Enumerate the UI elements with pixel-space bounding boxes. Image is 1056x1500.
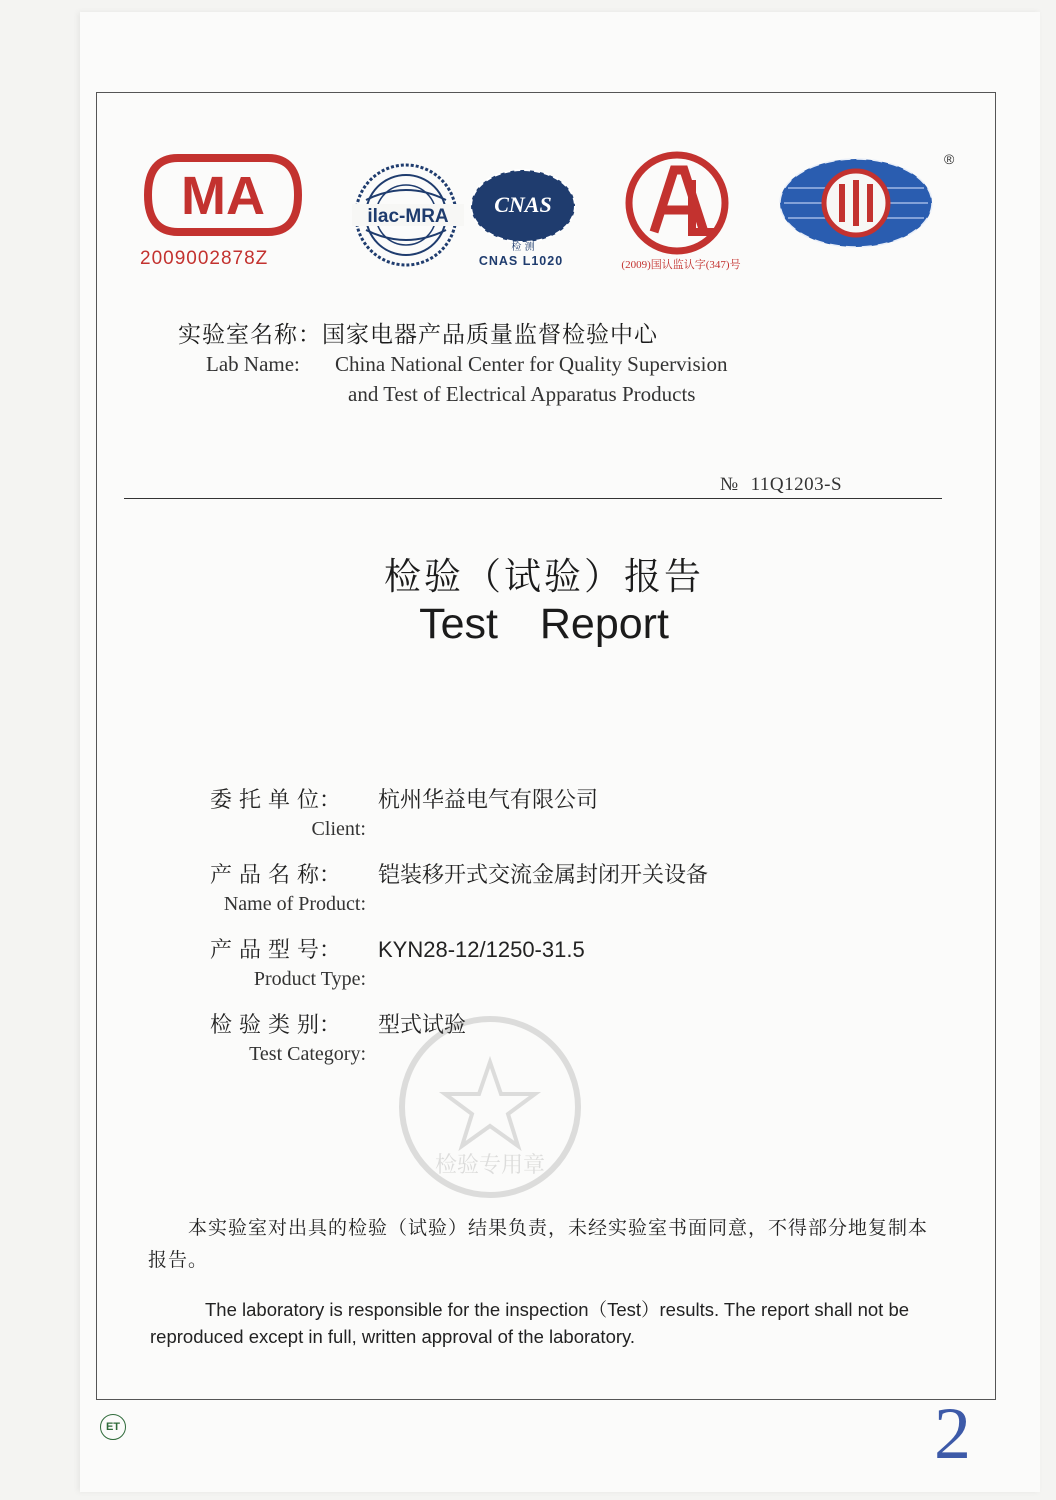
field-product-name-label: 产 品 名 称： bbox=[210, 863, 341, 888]
title-cn: 检验（试验）报告 bbox=[384, 555, 704, 598]
ilac-text: ilac-MRA bbox=[367, 206, 449, 227]
disclaimer-en: The laboratory is responsible for the inspection（Test）results. The report shall not be reproduced except in full, written approval of the laboratory. bbox=[150, 1299, 910, 1347]
ccc-quality-logo bbox=[778, 150, 958, 250]
number-symbol: № bbox=[720, 474, 739, 495]
lab-name-label-en: Lab Name: bbox=[206, 352, 300, 376]
cnas-number: CNAS L1020 bbox=[478, 254, 564, 268]
cma-text: MA bbox=[181, 166, 265, 226]
lab-name-cn: 实验室名称：国家电器产品质量监督检验中心 bbox=[178, 322, 658, 348]
lab-name-en-line2: and Test of Electrical Apparatus Products bbox=[348, 382, 696, 406]
et-mark-icon: ET bbox=[100, 1414, 126, 1440]
cnas-sub: 检 测 bbox=[511, 242, 535, 253]
field-test-category-value: 型式试验 bbox=[378, 1013, 467, 1038]
field-product-type-label-en: Product Type: bbox=[253, 968, 366, 990]
field-product-name-value: 铠装移开式交流金属封闭开关设备 bbox=[378, 863, 709, 888]
field-client bbox=[210, 783, 598, 814]
document-frame bbox=[96, 92, 996, 1400]
cnas-logo bbox=[468, 168, 578, 253]
registered-mark: ® bbox=[944, 151, 955, 167]
field-client-label-en: Client: bbox=[311, 818, 366, 840]
ilac-mra-logo bbox=[344, 160, 474, 270]
field-test-category-label: 检 验 类 别： bbox=[210, 1013, 341, 1038]
field-product-type-label: 产 品 型 号： bbox=[210, 938, 341, 963]
al-number: (2009)国认监认字(347)号 bbox=[621, 259, 741, 271]
lab-name-en-line1: China National Center for Quality Supervision bbox=[335, 352, 728, 376]
stamp-text: 检验专用章 bbox=[434, 1153, 546, 1178]
field-test-category-label-en: Test Category: bbox=[249, 1043, 366, 1065]
page-number: 2 bbox=[934, 1393, 971, 1475]
field-product-type bbox=[210, 933, 585, 964]
report-number-value: 11Q1203-S bbox=[750, 474, 843, 495]
field-product-name bbox=[210, 858, 708, 889]
field-product-name-label-en: Name of Product: bbox=[223, 893, 366, 915]
official-stamp bbox=[395, 1012, 585, 1202]
cal-logo bbox=[612, 150, 742, 256]
report-number bbox=[720, 474, 842, 496]
header-rule bbox=[124, 498, 942, 499]
field-client-value: 杭州华益电气有限公司 bbox=[378, 788, 599, 813]
title-en: Test Report bbox=[419, 600, 669, 648]
disclaimer-cn: 本实验室对出具的检验（试验）结果负责，未经实验室书面同意，不得部分地复制本报告。 bbox=[148, 1217, 929, 1271]
field-product-type-value: KYN28-12/1250-31.5 bbox=[378, 937, 585, 962]
cma-number: 2009002878Z bbox=[140, 248, 269, 269]
field-client-label: 委 托 单 位： bbox=[210, 788, 341, 813]
cma-logo bbox=[138, 150, 308, 240]
cnas-text: CNAS bbox=[494, 192, 552, 217]
